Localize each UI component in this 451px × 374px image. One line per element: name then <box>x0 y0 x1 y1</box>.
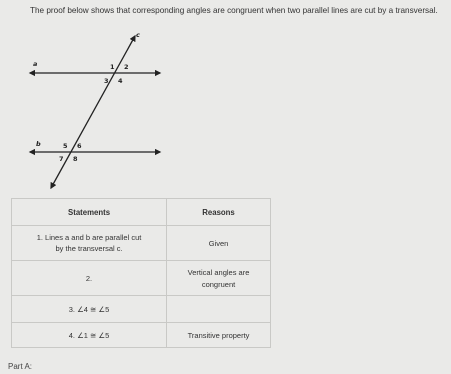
statement-text: by the transversal c. <box>55 244 123 253</box>
proof-row <box>12 226 271 261</box>
reason-cell <box>167 261 271 296</box>
angle-1-label: 1 <box>110 63 115 71</box>
line-b-label: b <box>36 140 41 148</box>
reason-cell <box>167 296 271 323</box>
angle-7-label: 7 <box>59 155 64 163</box>
reason-cell: Given <box>167 226 271 261</box>
angle-5-label: 5 <box>63 142 68 150</box>
part-a-label: Part A: <box>8 362 33 371</box>
angle-2-label: 2 <box>124 63 129 71</box>
reasons-header: Reasons <box>167 199 271 226</box>
angle-6-label: 6 <box>77 142 82 150</box>
reason-cell: Transitive property <box>167 323 271 348</box>
proof-row <box>12 323 271 348</box>
transversal-c <box>51 36 135 188</box>
proof-row <box>12 261 271 296</box>
angle-8-label: 8 <box>73 155 78 163</box>
line-a-label: a <box>33 60 38 68</box>
statement-cell: 2. <box>12 261 167 296</box>
proof-row <box>12 296 271 323</box>
angle-3-label: 3 <box>104 77 109 85</box>
transversal-c-label: c <box>136 31 140 39</box>
statement-cell: 4. ∠1 ≅ ∠5 <box>12 323 167 348</box>
reason-text: congruent <box>201 279 236 289</box>
statement-cell: 3. ∠4 ≅ ∠5 <box>12 296 167 323</box>
statements-header: Statements <box>12 199 167 226</box>
proof-header-row <box>12 199 271 226</box>
statement-text: 1. Lines a and b are parallel cut <box>36 233 142 242</box>
statement-cell <box>12 226 167 261</box>
angle-4-label: 4 <box>118 77 123 85</box>
problem-intro-text: The proof below shows that corresponding angles are congruent when two parallel lines are cut by a transversal. <box>30 6 438 15</box>
proof-table <box>11 198 271 348</box>
reason-text: Vertical angles are <box>187 267 250 277</box>
